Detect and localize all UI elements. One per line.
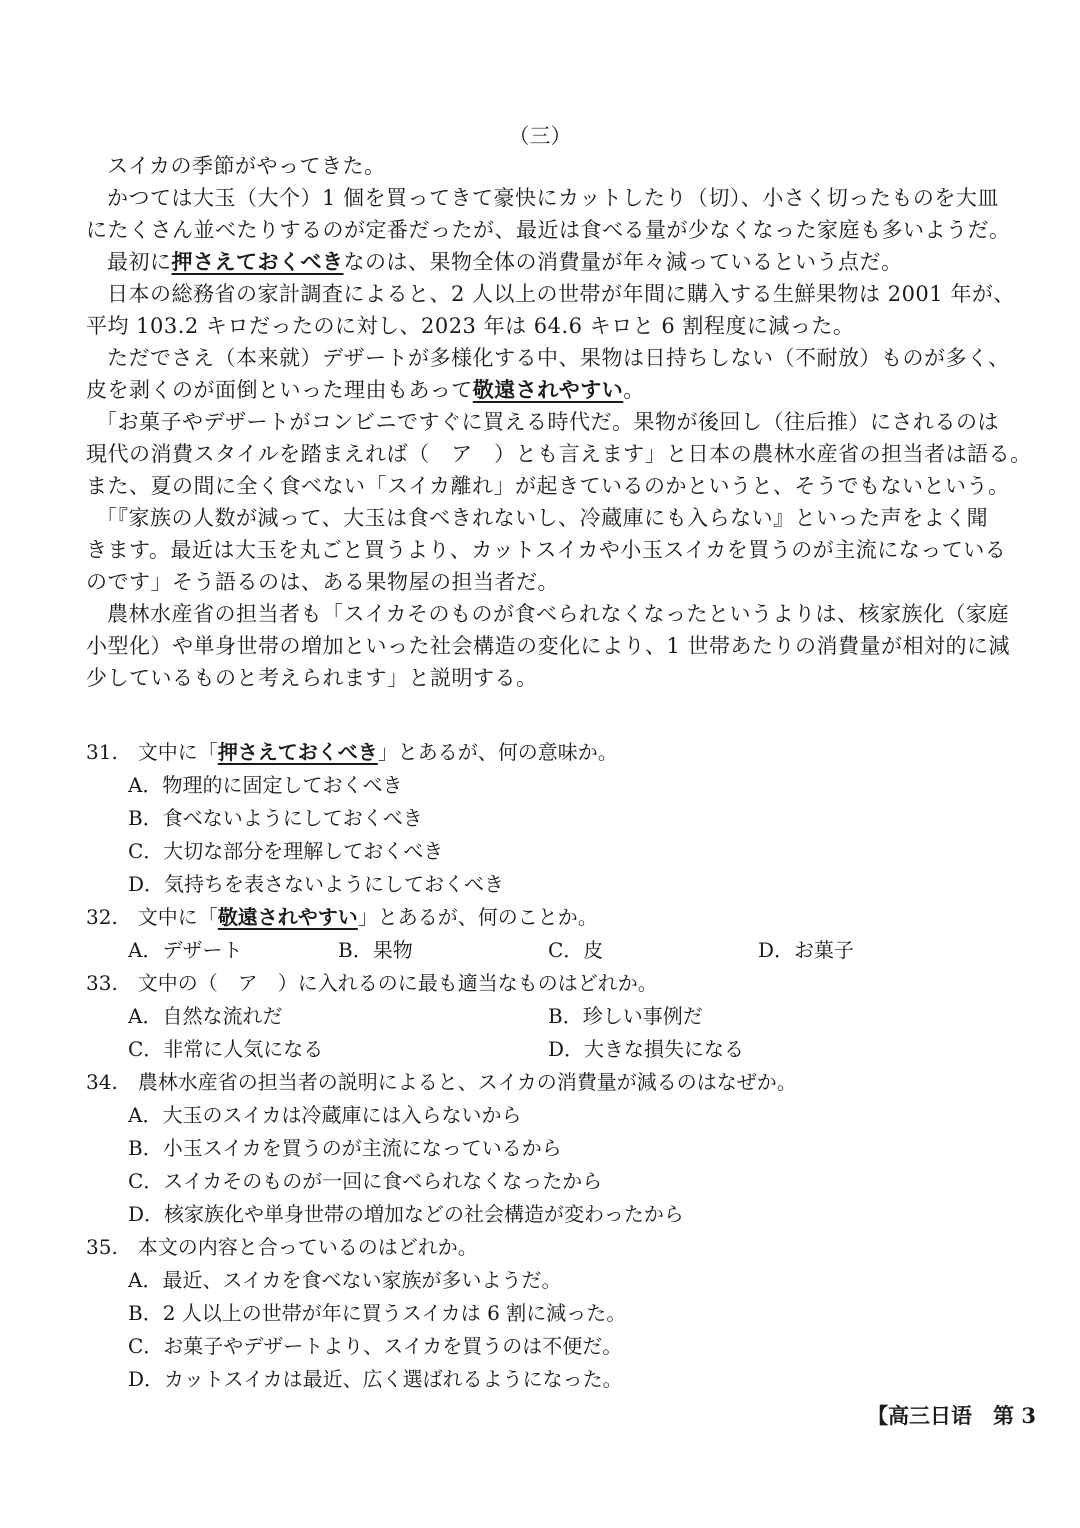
question-33-option-c[interactable]: C．非常に人気になる [128,1037,324,1061]
section-title: （三） [508,124,572,148]
passage-line: かつては大玉（大个）1 個を買ってきて豪快にカットしたり（切）、小さく切ったものを大皿 [107,186,999,210]
question-list [86,736,1006,1396]
question-34-option-c[interactable]: C．スイカそのものが一回に食べられなくなったから [128,1169,603,1193]
question-33-options-row1 [86,1000,1006,1033]
question-34-option-a[interactable]: A．大玉のスイカは冷蔵庫には入らないから [128,1103,522,1127]
question-33-option-a[interactable]: A．自然な流れだ [128,1004,283,1028]
question-35-option-c[interactable]: C．お菓子やデザートより、スイカを買うのは不便だ。 [128,1334,623,1358]
question-31-option-d[interactable]: D．気持ちを表さないようにしておくべき [128,872,505,896]
question-32-options [86,934,1006,967]
question-32-option-d[interactable]: D．お菓子 [758,938,855,962]
question-32-option-a[interactable]: A．デザート [128,938,243,962]
text-fragment: 」とあるが、何のことか。 [357,905,598,929]
passage-line [86,374,996,406]
passage-line: ただでさえ（本来就）デザートが多様化する中、果物は日持ちしない（不耐放）ものが多く、 [107,346,1010,370]
underlined-phrase: 敬遠されやすい [217,905,358,929]
passage-line: 平均 103.2 キロだったのに対し、2023 年は 64.6 キロと 6 割程度に減った。 [86,314,855,338]
passage-line: 農林水産省の担当者も「スイカそのものが食べられなくなったというよりは、核家族化（家庭 [107,602,1009,626]
passage-line: 「『家族の人数が減って、大玉は食べきれないし、冷蔵庫にも入らない』といった声をよく聞 [96,506,989,530]
question-35-option-a[interactable]: A．最近、スイカを食べない家族が多いようだ。 [128,1268,562,1292]
question-33-option-b[interactable]: B．珍しい事例だ [548,1004,703,1028]
page-footer: 【高三日语 第 3 [867,1403,1036,1428]
passage-line: のです」そう語るのは、ある果物屋の担当者だ。 [86,570,559,594]
text-fragment: 32. 文中に「 [86,905,218,929]
text-fragment: 」とあるが、何の意味か。 [377,740,618,764]
question-31-option-a[interactable]: A．物理的に固定しておくべき [128,773,403,797]
passage-line: にたくさん並べたりするのが定番だったが、最近は食べる量が少なくなった家庭も多いようだ。 [86,218,1011,242]
passage-line: 少しているものと考えられます」と説明する。 [86,666,538,690]
passage-line: きます。最近は大玉を丸ごと買うより、カットスイカや小玉スイカを買うのが主流になっている [86,538,1007,562]
passage-line: 小型化）や単身世帯の増加といった社会構造の変化により、1 世帯あたりの消費量が相対的に減 [86,634,1011,658]
question-32-option-b[interactable]: B．果物 [338,938,413,962]
text-fragment: 。 [623,378,645,402]
underlined-phrase-osaete: 押さえておくべき [171,249,344,274]
question-33-options-row2 [86,1033,1006,1066]
question-35-option-b[interactable]: B．2 人以上の世帯が年に買うスイカは 6 割に減った。 [128,1301,627,1325]
question-33-stem: 33. 文中の（ ア ）に入れるのに最も適当なものはどれか。 [86,971,658,995]
question-35-option-d[interactable]: D．カットスイカは最近、広く選ばれるようになった。 [128,1367,623,1391]
question-31-option-c[interactable]: C．大切な部分を理解しておくべき [128,839,444,863]
question-34-option-d[interactable]: D．核家族化や単身世帯の増加などの社会構造が変わったから [128,1202,684,1226]
passage-line: 「お菓子やデザートがコンビニですぐに買える時代だ。果物が後回し（往后推）にされるのは [96,410,999,434]
question-32-stem [86,901,1006,934]
text-fragment: 31. 文中に「 [86,740,218,764]
passage-line: 現代の消費スタイルを踏まえれば（ ア ）とも言えます」と日本の農林水産省の担当者は語る。 [86,442,1032,466]
passage-line: 日本の総務省の家計調査によると、2 人以上の世帯が年間に購入する生鮮果物は 2001 年が、 [107,282,1015,306]
reading-passage [86,150,1032,694]
question-33-option-d[interactable]: D．大きな損失になる [548,1037,745,1061]
question-32-option-c[interactable]: C．皮 [548,938,604,962]
question-34-stem: 34. 農林水産省の担当者の説明によると、スイカの消費量が減るのはなぜか。 [86,1070,797,1094]
underlined-phrase-keien: 敬遠されやすい [472,377,624,402]
underlined-phrase: 押さえておくべき [217,740,378,764]
text-fragment: なのは、果物全体の消費量が年々減っているという点だ。 [343,250,903,274]
question-31-option-b[interactable]: B．食べないようにしておくべき [128,806,423,830]
question-31-stem [86,736,1006,769]
question-35-stem: 35. 本文の内容と合っているのはどれか。 [86,1235,478,1259]
text-fragment: 皮を剥くのが面倒といった理由もあって [86,378,473,402]
passage-line: また、夏の間に全く食べない「スイカ離れ」が起きているのかというと、そうでもないという。 [86,474,1010,498]
text-fragment: 最初に [107,250,172,274]
passage-line: スイカの季節がやってきた。 [107,154,386,178]
question-34-option-b[interactable]: B．小玉スイカを買うのが主流になっているから [128,1136,562,1160]
passage-line [86,246,996,278]
